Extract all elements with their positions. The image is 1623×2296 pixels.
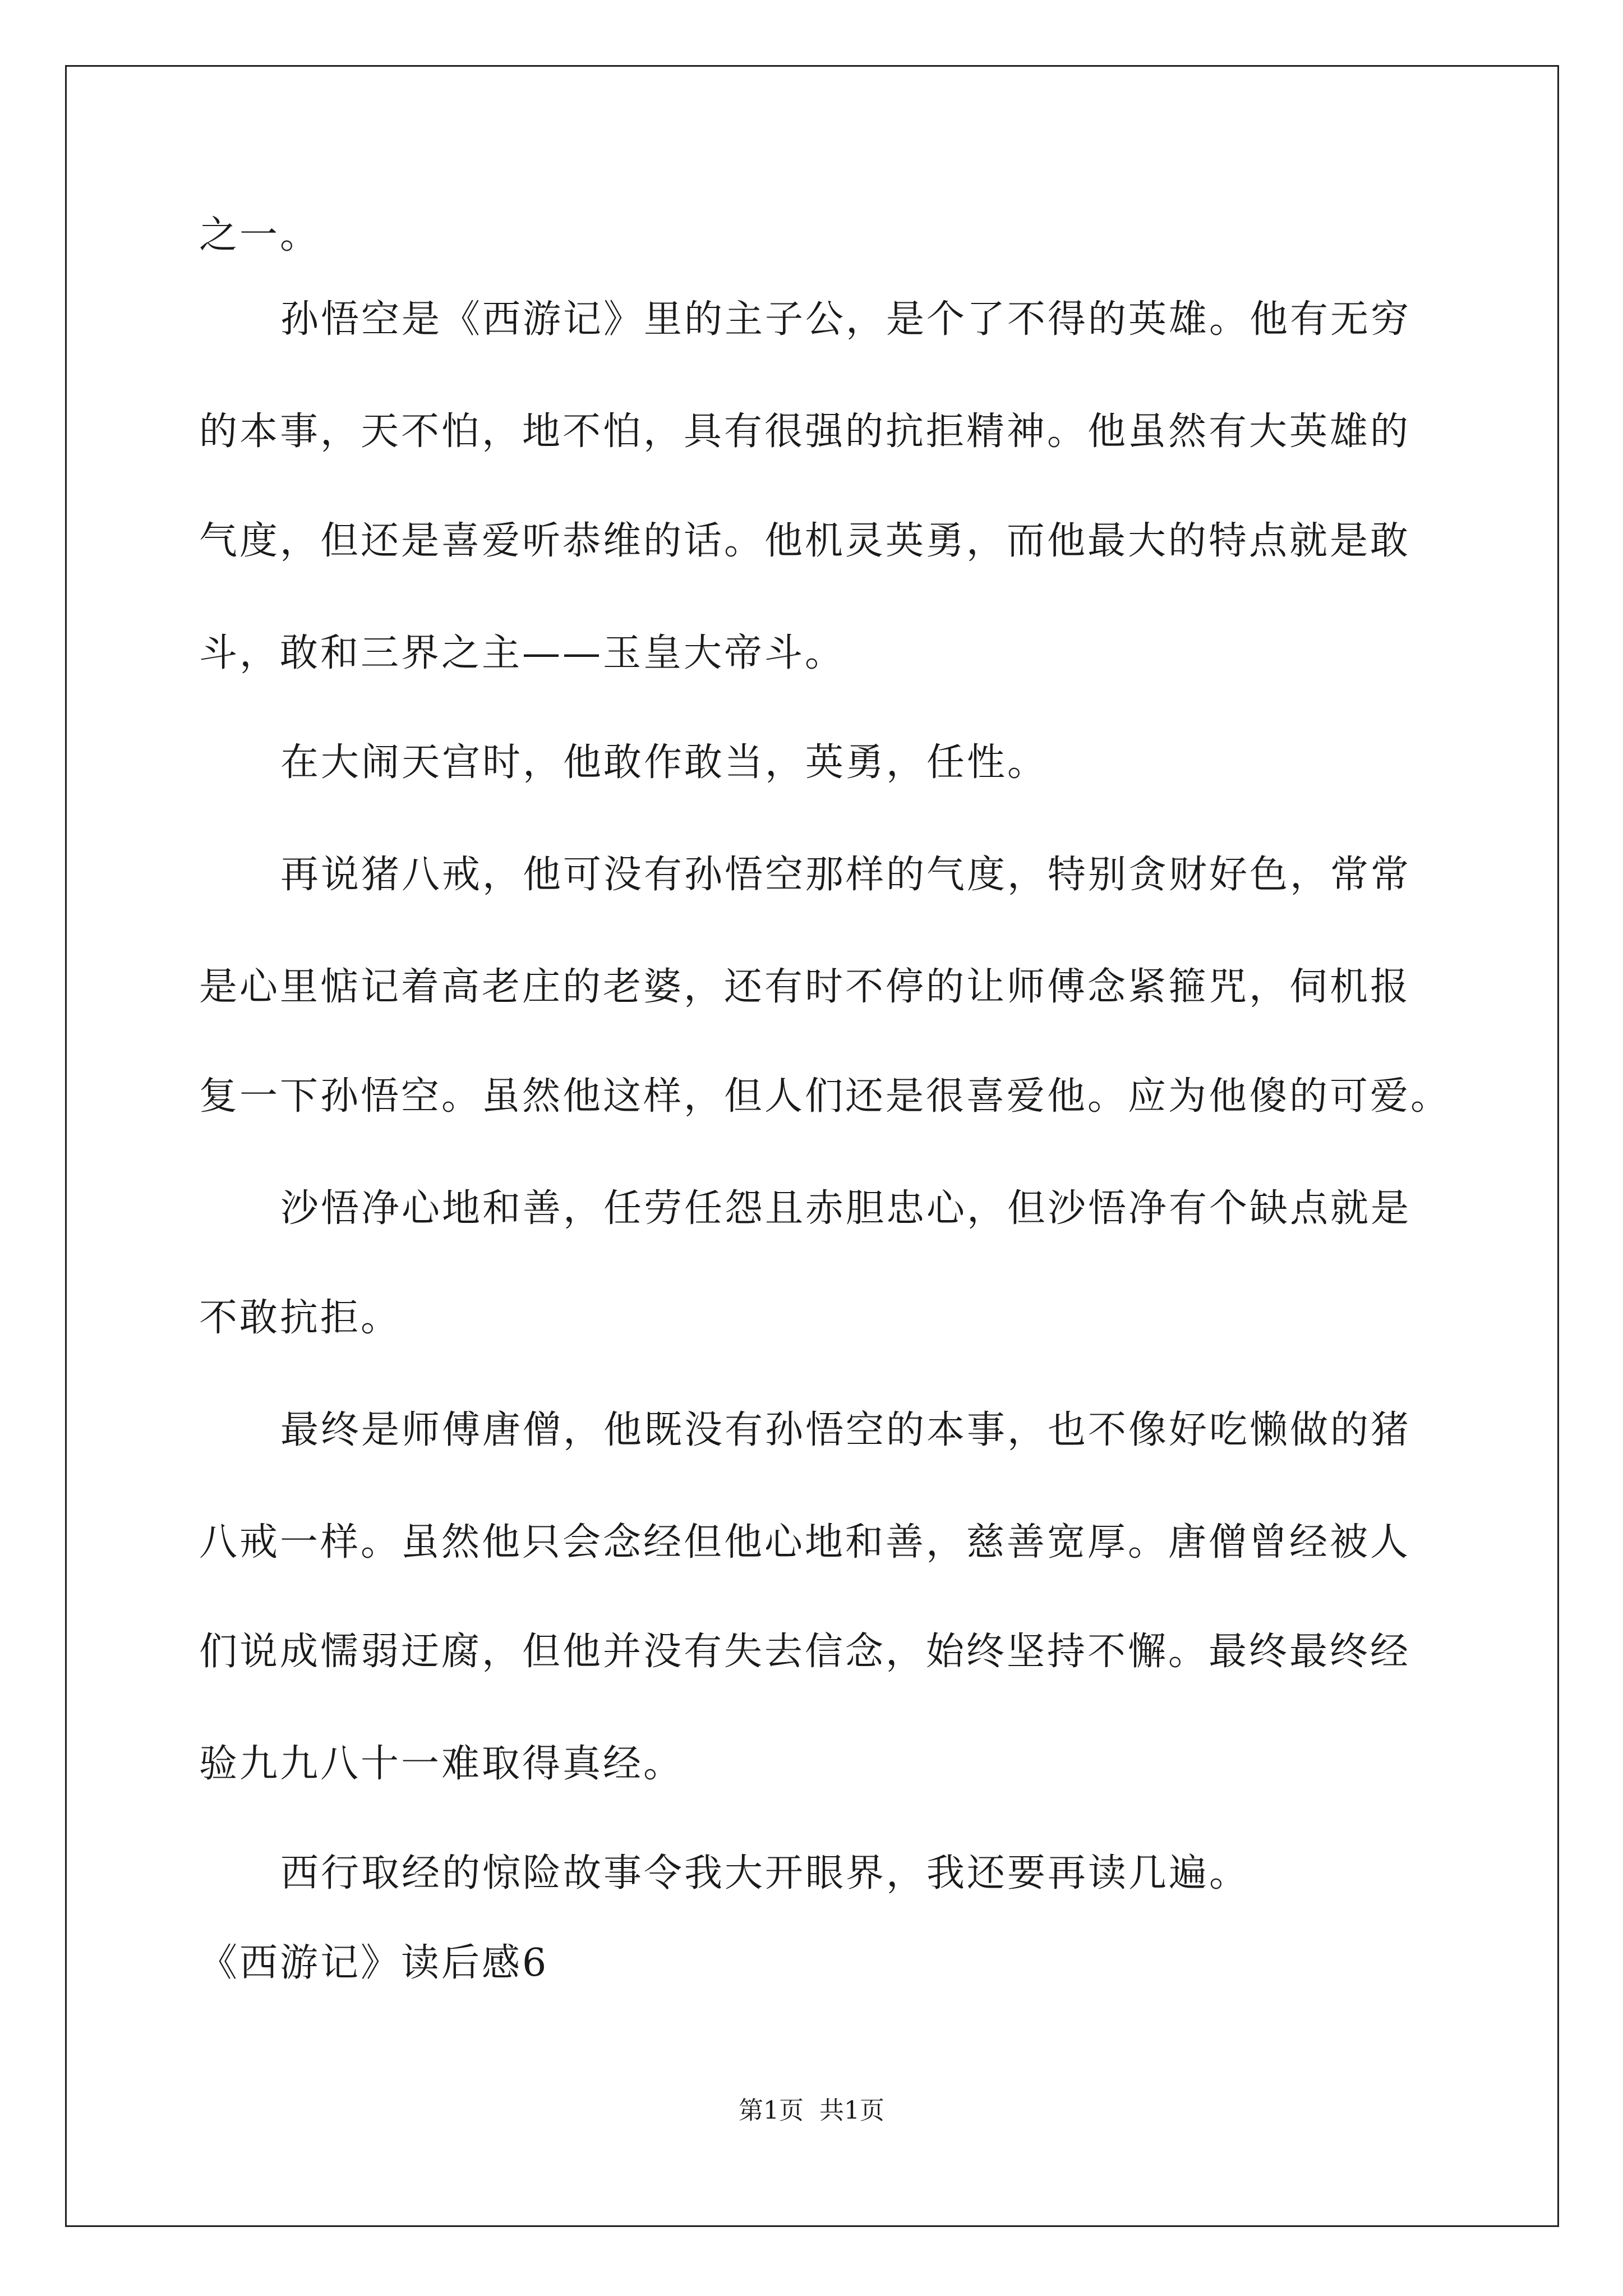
text-line: 斗，敢和三界之主——玉皇大帝斗。 (199, 631, 846, 675)
text-line: 不敢抗拒。 (199, 1296, 402, 1340)
text-line: 验九九八十一难取得真经。 (199, 1742, 684, 1786)
text-line: 们说成懦弱迂腐，但他并没有失去信念，始终坚持不懈。最终最终经 (199, 1630, 1411, 1674)
text-line: 孙悟空是《西游记》里的主子公，是个了不得的英雄。他有无穷 (280, 297, 1412, 342)
page-footer (0, 2095, 1623, 2127)
text-line: 之一。 (199, 213, 321, 257)
page-total: 共1页 (819, 2096, 884, 2125)
section-heading: 《西游记》读后感6 (199, 1941, 549, 1985)
text-line: 的本事，天不怕，地不怕，具有很强的抗拒精神。他虽然有大英雄的 (199, 409, 1411, 454)
text-line: 西行取经的惊险故事令我大开眼界，我还要再读几遍。 (280, 1851, 1250, 1895)
text-line: 沙悟净心地和善，任劳任怨且赤胆忠心，但沙悟净有个缺点就是 (280, 1186, 1412, 1231)
text-line: 再说猪八戒，他可没有孙悟空那样的气度，特别贪财好色，常常 (280, 853, 1412, 897)
text-line: 是心里惦记着高老庄的老婆，还有时不停的让师傅念紧箍咒，伺机报 (199, 965, 1411, 1009)
page-border (65, 65, 1559, 2227)
text-line: 复一下孙悟空。虽然他这样，但人们还是很喜爱他。应为他傻的可爱。 (199, 1074, 1451, 1119)
text-line: 气度，但还是喜爱听恭维的话。他机灵英勇，而他最大的特点就是敢 (199, 519, 1411, 563)
page-number: 第1页 (739, 2096, 804, 2125)
text-line: 最终是师傅唐僧，他既没有孙悟空的本事，也不像好吃懒做的猪 (280, 1408, 1412, 1452)
text-line: 八戒一样。虽然他只会念经但他心地和善，慈善宽厚。唐僧曾经被人 (199, 1520, 1411, 1565)
text-line: 在大闹天宫时，他敢作敢当，英勇，任性。 (280, 740, 1048, 785)
